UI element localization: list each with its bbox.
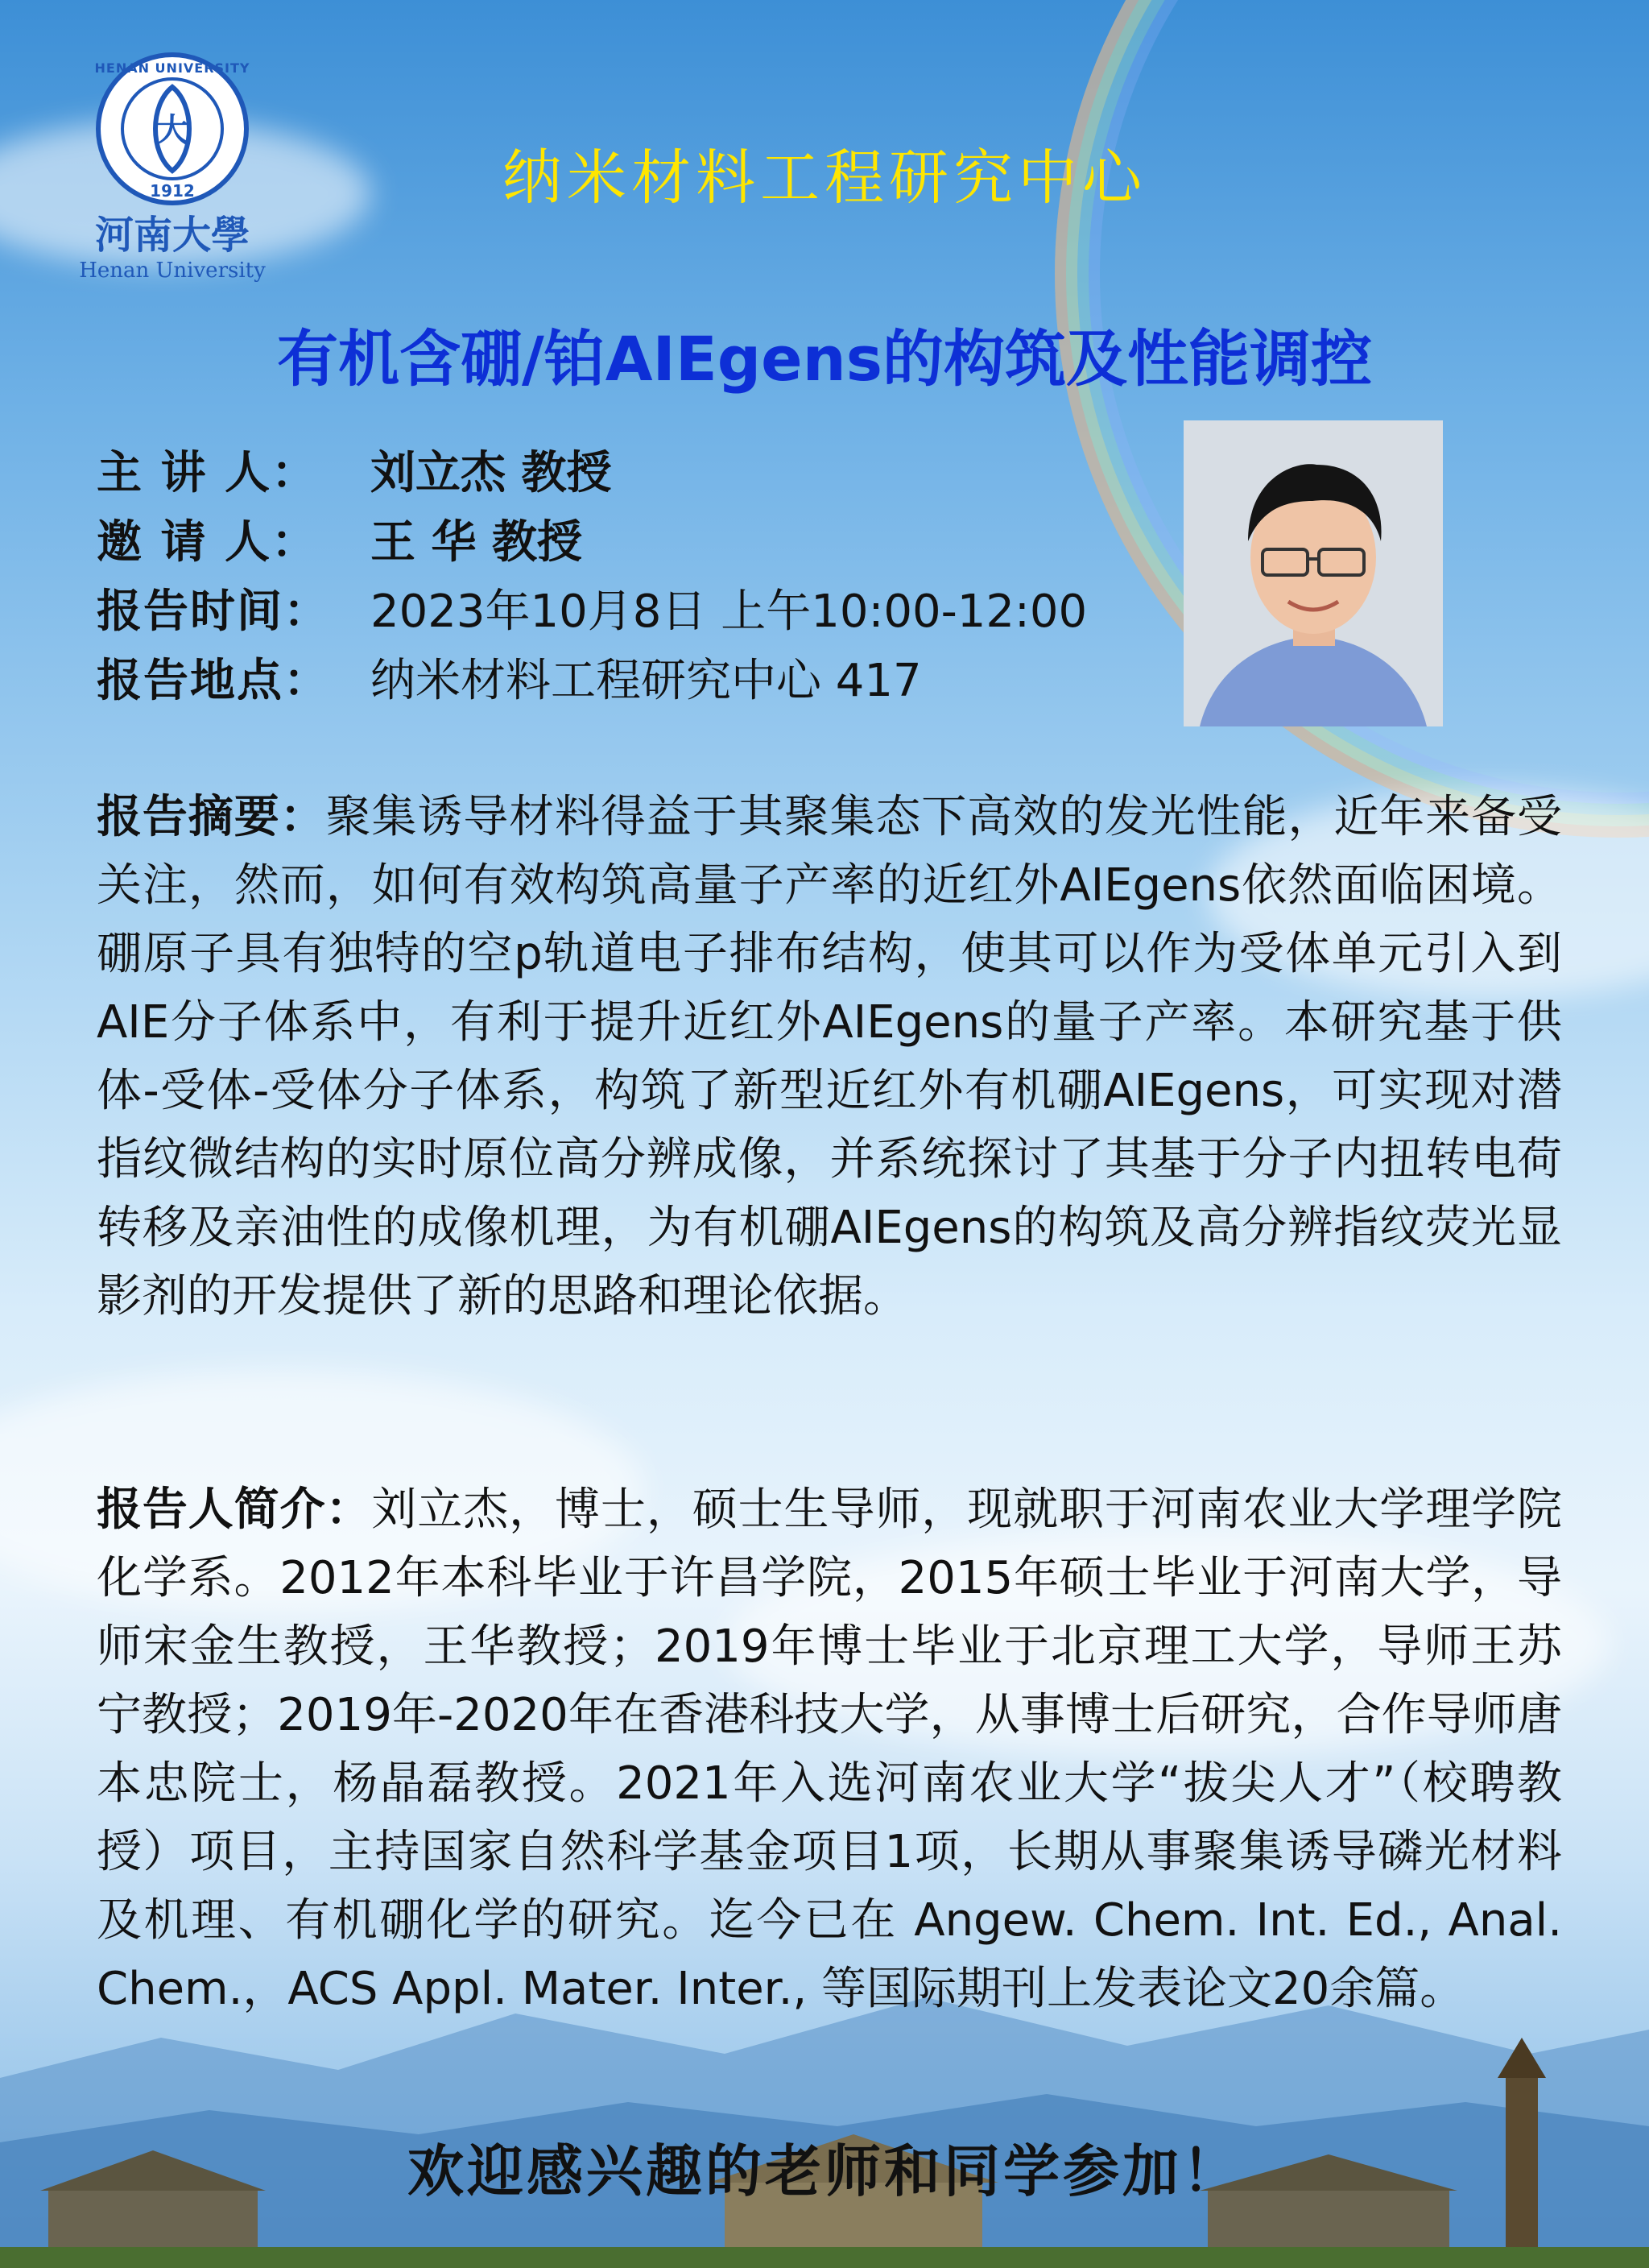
place-label: 报告地点： [97, 655, 330, 707]
svg-text:大: 大 [156, 111, 188, 149]
bio-label: 报告人简介： [97, 1484, 372, 1536]
speaker-row [97, 439, 1087, 508]
inviter-value: 王 华 教授 [370, 516, 582, 569]
svg-text:HENAN UNIVERSITY: HENAN UNIVERSITY [94, 60, 250, 76]
speaker-value: 刘立杰 教授 [370, 447, 612, 499]
bio-text: 刘立杰，博士，硕士生导师，现就职于河南农业大学理学院化学系。2012年本科毕业于许昌学院，2015年硕士毕业于河南大学，导师宋金生教授，王华教授；2019年博士毕业于北京理工大学，导师王苏宁教授；2019年-2020年在香港科技大学，从事博士后研究，合作导师唐本忠院士，杨晶磊教授。2021年入选河南农业大学“拔尖人才”（校聘教授）项目，主持国家自然科学基金项目1项，长期从事聚集诱导磷光材料及机理、有机硼化学的研究。迄今已在 Angew. Chem. Int. Ed., Anal. Chem.，ACS Appl. Mater. Inter., 等国际期刊上发表论文20余篇。 [97, 1484, 1563, 2015]
inviter-label: 邀 请 人： [97, 516, 318, 569]
svg-text:河南大學: 河南大學 [94, 213, 250, 258]
bio-section [97, 1475, 1562, 2023]
welcome-message: 欢迎感兴趣的老师和同学参加！ [407, 2138, 1242, 2204]
speaker-photo [1184, 420, 1443, 726]
abstract-section [97, 783, 1562, 1331]
abstract-label: 报告摘要： [97, 791, 326, 843]
time-value: 2023年10月8日 上午10:00-12:00 [370, 586, 1088, 638]
inviter-row [97, 508, 1087, 577]
lecture-title: 有机含硼/铂AIEgens的构筑及性能调控 [276, 323, 1373, 395]
place-value: 纳米材料工程研究中心 417 [370, 655, 922, 707]
center-name: 纳米材料工程研究中心 [502, 143, 1147, 213]
abstract-text: 聚集诱导材料得益于其聚集态下高效的发光性能，近年来备受关注，然而，如何有效构筑高量子产率的近红外AIEgens依然面临困境。硼原子具有独特的空p轨道电子排布结构，使其可以作为受体单元引入到AIE分子体系中，有利于提升近红外AIEgens的量子产率。本研究基于供体-受体-受体分子体系，构筑了新型近红外有机硼AIEgens，可实现对潜指纹微结构的实时原位高分辨成像，并系统探讨了其基于分子内扭转电荷转移及亲油性的成像机理，为有机硼AIEgens的构筑及高分辨指纹荧光显影剂的开发提供了新的思路和理论依据。 [97, 791, 1563, 1322]
speaker-label: 主 讲 人： [97, 447, 318, 499]
time-label: 报告时间： [97, 586, 330, 638]
svg-text:Henan University: Henan University [79, 259, 266, 283]
svg-text:1912: 1912 [150, 181, 195, 201]
lecture-info [97, 439, 1087, 716]
time-row [97, 577, 1087, 647]
place-row [97, 647, 1087, 716]
